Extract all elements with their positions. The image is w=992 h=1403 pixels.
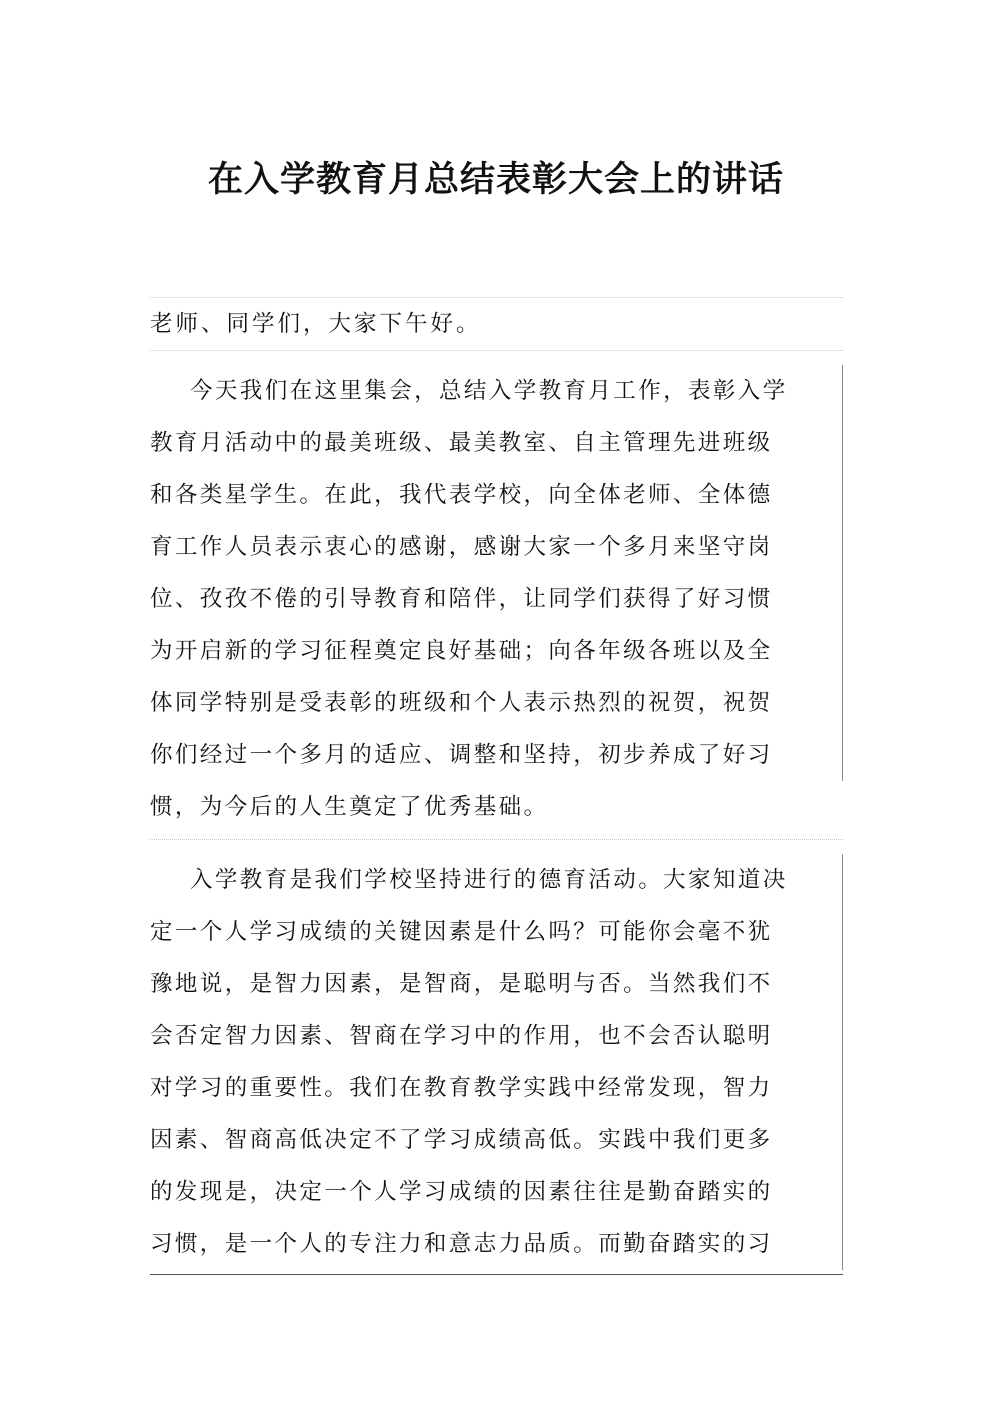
paragraph-line: 的发现是，决定一个人学习成绩的因素往往是勤奋踏实的 [150,1166,843,1218]
paragraph-line: 因素、智商高低决定不了学习成绩高低。实践中我们更多 [150,1114,843,1166]
paragraph-line: 惯，为今后的人生奠定了优秀基础。 [150,794,549,820]
paragraph-line: 你们经过一个多月的适应、调整和坚持，初步养成了好习 [150,729,843,781]
paragraph-line: 对学习的重要性。我们在教育教学实践中经常发现，智力 [150,1062,843,1114]
paragraph-line: 位、孜孜不倦的引导教育和陪伴，让同学们获得了好习惯 [150,573,843,625]
paragraph-line: 今天我们在这里集会，总结入学教育月工作，表彰入学 [150,365,843,417]
paragraph-line: 会否定智力因素、智商在学习中的作用，也不会否认聪明 [150,1010,843,1062]
paragraph-2 [150,840,843,1275]
paragraph-line: 习惯，是一个人的专注力和意志力品质。而勤奋踏实的习 [150,1218,843,1270]
paragraph-line: 体同学特别是受表彰的班级和个人表示热烈的祝贺，祝贺 [150,677,843,729]
document-title: 在入学教育月总结表彰大会上的讲话 [207,159,784,200]
paragraph-line: 育工作人员表示衷心的感谢，感谢大家一个多月来坚守岗 [150,521,843,573]
paragraph-1 [150,351,843,840]
paragraph-line: 和各类星学生。在此，我代表学校，向全体老师、全体德 [150,469,843,521]
greeting-line: 老师、同学们，大家下午好。 [150,297,843,351]
paragraph-line: 定一个人学习成绩的关键因素是什么吗？可能你会毫不犹 [150,906,843,958]
paragraph-line: 教育月活动中的最美班级、最美教室、自主管理先进班级 [150,417,843,469]
paragraph-line: 入学教育是我们学校坚持进行的德育活动。大家知道决 [150,854,843,906]
paragraph-line: 豫地说，是智力因素，是智商，是聪明与否。当然我们不 [150,958,843,1010]
document-body [150,297,843,1275]
paragraph-line: 为开启新的学习征程奠定良好基础；向各年级各班以及全 [150,625,843,677]
